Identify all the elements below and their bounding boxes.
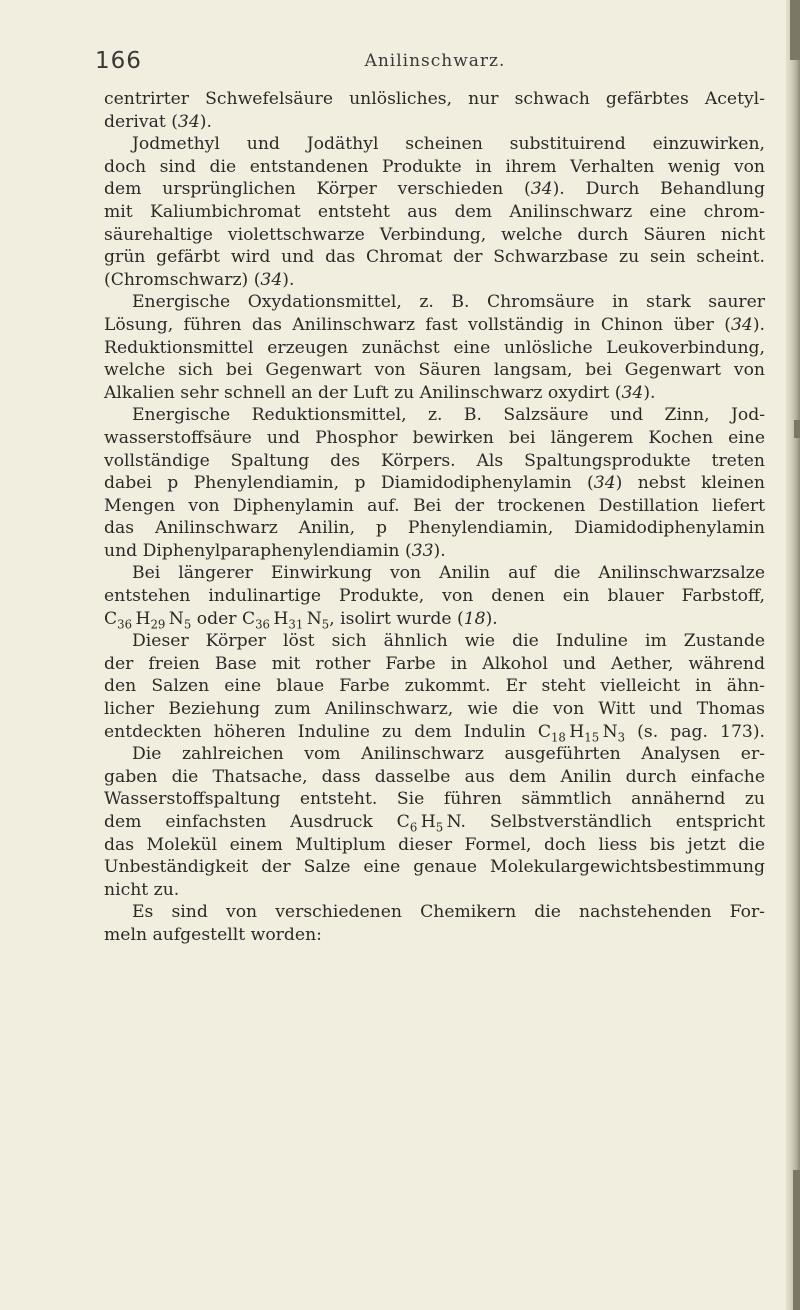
text-run: Alkalien sehr schnell an der Luft zu Anilinschwarz oxydirt ( xyxy=(104,382,622,403)
text-line: Energische Oxydationsmittel, z. B. Chromsäure in stark saurer xyxy=(132,292,765,313)
reference-number: 34 xyxy=(621,382,644,403)
text-run: und Diphenylparaphenylendiamin ( xyxy=(104,540,412,561)
text-line xyxy=(104,178,765,201)
text-line: Dieser Körper löst sich ähnlich wie die Induline im Zustande xyxy=(132,631,765,652)
page-number: 166 xyxy=(95,48,142,74)
text-run: , isolirt wurde ( xyxy=(329,608,464,629)
text-run: dabei p Phenylendiamin, p Diamidodiphenylamin ( xyxy=(104,473,594,494)
text-run: (Chromschwarz) ( xyxy=(104,269,261,290)
text-line: Energische Reduktionsmittel, z. B. Salzsäure und Zinn, Jod- xyxy=(132,405,765,426)
reference-number: 33 xyxy=(411,540,434,561)
chemical-formula: $C_{36}$ $H_{29}$ $N_5$ xyxy=(104,608,192,632)
text-line xyxy=(104,382,765,405)
text-line xyxy=(104,269,765,292)
chemical-formula: $C_{18}$ $H_{15}$ $N_3$ xyxy=(537,721,626,745)
reference-number: 34 xyxy=(177,111,200,132)
text-line: mit Kaliumbichromat entsteht aus dem Anilinschwarz eine chrom- xyxy=(104,201,765,222)
text-line: den Salzen eine blaue Farbe zukommt. Er steht vielleicht in ähn- xyxy=(104,676,765,697)
text-run: ). Durch Behandlung xyxy=(552,179,765,200)
text-line: der freien Base mit rother Farbe in Alkohol und Aether, während xyxy=(104,653,765,674)
text-line: das Molekül einem Multiplum dieser Formel, doch liess bis jetzt die xyxy=(104,834,765,855)
text-line: Wasserstoffspaltung entsteht. Sie führen sämmtlich annähernd zu xyxy=(104,789,765,810)
page-edge-shadow xyxy=(786,0,800,1310)
text-line xyxy=(104,472,765,495)
page-edge-mark xyxy=(794,420,800,438)
text-run: Lösung, führen das Anilinschwarz fast vollständig in Chinon über ( xyxy=(104,314,731,335)
text-line xyxy=(104,540,765,563)
text-line: licher Beziehung zum Anilinschwarz, wie die von Witt und Thomas xyxy=(104,699,765,720)
text-line: nicht zu. xyxy=(104,879,180,900)
text-run: ). xyxy=(752,314,765,335)
text-line: säurehaltige violettschwarze Verbindung, welche durch Säuren nicht xyxy=(104,224,765,245)
text-line: Jodmethyl und Jodäthyl scheinen substituirend einzuwirken, xyxy=(132,134,765,155)
text-line: Die zahlreichen vom Anilinschwarz ausgeführten Analysen er- xyxy=(132,744,765,765)
reference-number: 34 xyxy=(260,269,283,290)
page-header xyxy=(95,48,775,78)
chemical-formula: $C_{36}$ $H_{31}$ $N_5$ xyxy=(241,608,330,632)
text-run: ) nebst kleinen xyxy=(615,473,765,494)
reference-number: 34 xyxy=(593,473,616,494)
text-line: meln aufgestellt worden: xyxy=(104,924,322,945)
text-run: oder xyxy=(191,608,242,629)
page-edge-mark xyxy=(790,0,800,60)
text-run: ). xyxy=(433,540,446,561)
reference-number: 34 xyxy=(530,179,553,200)
page-edge-mark xyxy=(793,1170,800,1310)
text-line: Unbeständigkeit der Salze eine genaue Molekulargewichtsbestimmung xyxy=(104,857,765,878)
text-line: Bei längerer Einwirkung von Anilin auf die Anilinschwarzsalze xyxy=(132,563,765,584)
chemical-formula: $C_6$ $H_5$ N xyxy=(396,812,461,835)
text-line: welche sich bei Gegenwart von Säuren langsam, bei Gegenwart von xyxy=(104,360,765,381)
text-run: ). xyxy=(199,111,212,132)
text-run: dem ursprünglichen Körper verschieden ( xyxy=(104,179,531,200)
body-text xyxy=(104,88,765,947)
text-line: wasserstoffsäure und Phosphor bewirken bei längerem Kochen eine xyxy=(104,427,765,448)
text-line: Reduktionsmittel erzeugen zunächst eine unlösliche Leukoverbindung, xyxy=(104,337,765,358)
text-line xyxy=(104,608,765,631)
text-line xyxy=(104,111,765,134)
text-line: grün gefärbt wird und das Chromat der Schwarzbase zu sein scheint. xyxy=(104,247,765,268)
text-line: das Anilinschwarz Anilin, p Phenylendiamin, Diamidodiphenylamin xyxy=(104,518,765,539)
reference-number: 18 xyxy=(463,608,486,629)
text-run: . Selbstverständlich entspricht xyxy=(460,812,765,832)
text-line xyxy=(104,811,765,834)
text-run: ). xyxy=(643,382,656,403)
reference-number: 34 xyxy=(730,314,753,335)
text-line: gaben die Thatsache, dass dasselbe aus dem Anilin durch einfache xyxy=(104,766,765,787)
text-line: centrirter Schwefelsäure unlösliches, nur schwach gefärbtes Acetyl- xyxy=(104,89,765,109)
text-run: dem einfachsten Ausdruck xyxy=(104,812,397,832)
text-run: (s. pag. 173). xyxy=(625,721,765,742)
text-line xyxy=(104,721,765,744)
text-line: Es sind von verschiedenen Chemikern die nachstehenden For- xyxy=(132,902,765,923)
text-run: entdeckten höheren Induline zu dem Indulin xyxy=(104,721,538,742)
text-line: vollständige Spaltung des Körpers. Als Spaltungsprodukte treten xyxy=(104,450,765,471)
text-run: ). xyxy=(282,269,295,290)
text-line xyxy=(104,314,765,337)
text-run: derivat ( xyxy=(104,111,178,132)
text-line: Mengen von Diphenylamin auf. Bei der trockenen Destillation liefert xyxy=(104,495,765,516)
text-run: ). xyxy=(485,608,498,629)
running-head: Anilinschwarz. xyxy=(364,51,506,71)
text-line: doch sind die entstandenen Produkte in ihrem Verhalten wenig von xyxy=(104,156,765,177)
text-line: entstehen indulinartige Produkte, von denen ein blauer Farbstoff, xyxy=(104,586,765,607)
